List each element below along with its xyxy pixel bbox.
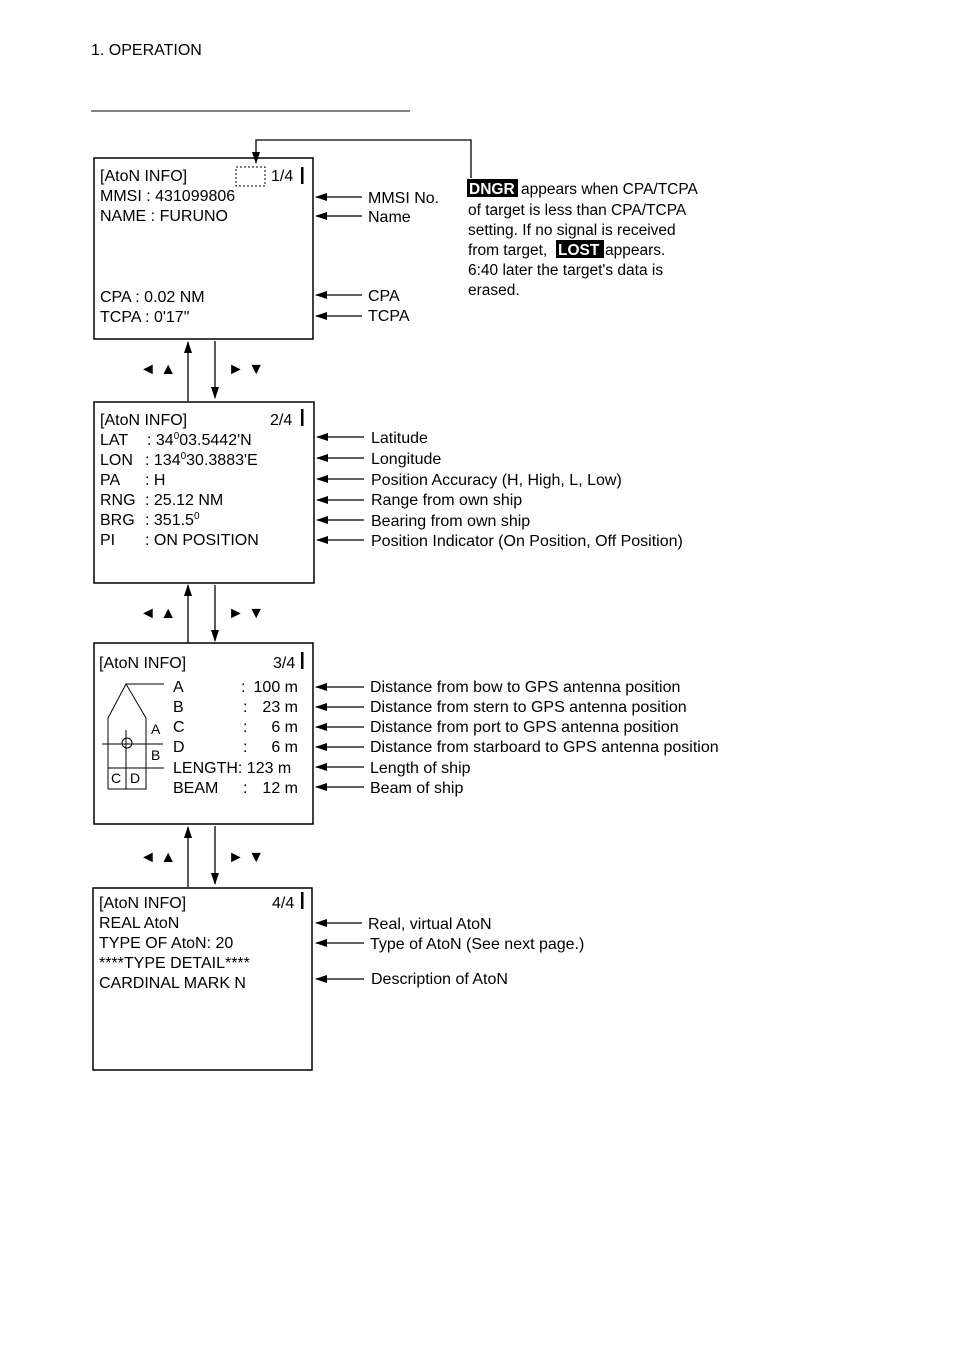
dngr-text: DNGR [469,181,515,198]
name-line: NAME : FURUNO [100,208,228,225]
rng-key: RNG [100,492,136,509]
cpa-line: CPA : 0.02 NM [100,289,205,306]
type-detail-line: ****TYPE DETAIL**** [99,955,250,972]
type-line: TYPE OF AtoN: 20 [99,935,234,952]
dim-d-label: Distance from starboard to GPS antenna position [370,739,719,756]
back-keys-2: ◄ ▲ [140,605,177,622]
pa-key: PA [100,472,121,489]
dim-c-label: Distance from port to GPS antenna position [370,719,679,736]
dim-row-c-value: 6 m [271,719,298,736]
note-line-5: 6:40 later the target's data is [468,262,664,279]
tcpa-line: TCPA : 0'17" [100,309,190,326]
page-number: 1/4 [271,168,294,185]
brg-key: BRG [100,512,135,529]
dim-row-a-key: A [173,679,184,696]
forward-keys-1: ► ▼ [228,361,265,378]
beam-sep: : [243,780,248,797]
beam-label: Beam of ship [370,780,464,797]
ship-label-d: D [130,770,141,786]
length-label: Length of ship [370,760,471,777]
page-number: 3/4 [273,655,296,672]
ship-label-a: A [151,721,161,737]
page-number: 4/4 [272,895,295,912]
brg-label: Bearing from own ship [371,513,531,530]
ship-label-c: C [111,770,122,786]
dim-row-b-value: 23 m [262,699,298,716]
note-line-4-pre: from target, [468,242,548,259]
dim-row-b-sep: : [243,699,248,716]
rng-value: : 25.12 NM [145,492,224,509]
beam-key: BEAM [173,780,219,797]
lon-label: Longitude [371,451,442,468]
pi-label: Position Indicator (On Position, Off Position) [371,533,683,550]
real-label: Real, virtual AtoN [368,916,492,933]
screen-page-4 [93,888,312,1070]
dim-row-c-sep: : [243,719,248,736]
tcpa-label: TCPA [368,308,410,325]
rng-label: Range from own ship [371,492,523,509]
section-header: 1. OPERATION [91,42,202,59]
scroll-bar [301,409,304,426]
dim-row-b-key: B [173,699,184,716]
page-number: 2/4 [270,412,293,429]
lon-key: LON [100,452,133,469]
forward-keys-3: ► ▼ [228,849,265,866]
back-keys-3: ◄ ▲ [140,849,177,866]
description-line: CARDINAL MARK N [99,975,246,992]
mmsi-label: MMSI No. [368,190,440,207]
note-line-2: of target is less than CPA/TCPA [468,202,687,219]
screen-page-3 [94,643,313,824]
pa-value: : H [145,472,166,489]
length-row: LENGTH: 123 m [173,760,292,777]
screen-page-1 [94,158,313,339]
pi-value: : ON POSITION [145,532,259,549]
lat-label: Latitude [371,430,428,447]
dim-row-c-key: C [173,719,185,736]
note-line-1: appears when CPA/TCPA [521,181,698,198]
forward-keys-2: ► ▼ [228,605,265,622]
note-line-3: setting. If no signal is received [468,222,676,239]
scroll-bar [301,167,304,184]
lost-text: LOST [558,242,600,259]
type-label: Type of AtoN (See next page.) [370,936,585,953]
dim-row-a-sep: : [241,679,246,696]
screen-title: [AtoN INFO] [99,655,187,672]
real-aton-line: REAL AtoN [99,915,180,932]
dngr-note [467,179,699,299]
dim-row-a-value: 100 m [253,679,298,696]
scroll-bar [301,652,304,669]
pa-label: Position Accuracy (H, High, L, Low) [371,472,622,489]
lat-value: : $34^003.5442'N$ [147,431,252,449]
note-line-4-post: appears. [605,242,666,259]
dim-row-d-sep: : [243,739,248,756]
cpa-label: CPA [368,288,400,305]
beam-value: 12 m [262,780,298,797]
scroll-bar [301,892,304,909]
mmsi-line: MMSI : 431099806 [100,188,236,205]
dim-row-d-value: 6 m [271,739,298,756]
screen-page-2 [94,402,314,583]
dim-row-d-key: D [173,739,185,756]
ship-label-b: B [151,747,161,763]
dim-b-label: Distance from stern to GPS antenna position [370,699,687,716]
lon-value: : $134^030.3883'E$ [145,451,258,469]
screen-title: [AtoN INFO] [100,168,188,185]
screen-title: [AtoN INFO] [100,412,188,429]
screen-title: [AtoN INFO] [99,895,187,912]
lat-key: LAT [100,432,129,449]
dim-a-label: Distance from bow to GPS antenna position [370,679,681,696]
name-label: Name [368,209,411,226]
back-keys-1: ◄ ▲ [140,361,177,378]
desc-label: Description of AtoN [371,971,508,988]
pi-key: PI [100,532,116,549]
brg-value: : 351.5$^0$ [145,511,200,529]
note-line-6: erased. [468,282,520,299]
